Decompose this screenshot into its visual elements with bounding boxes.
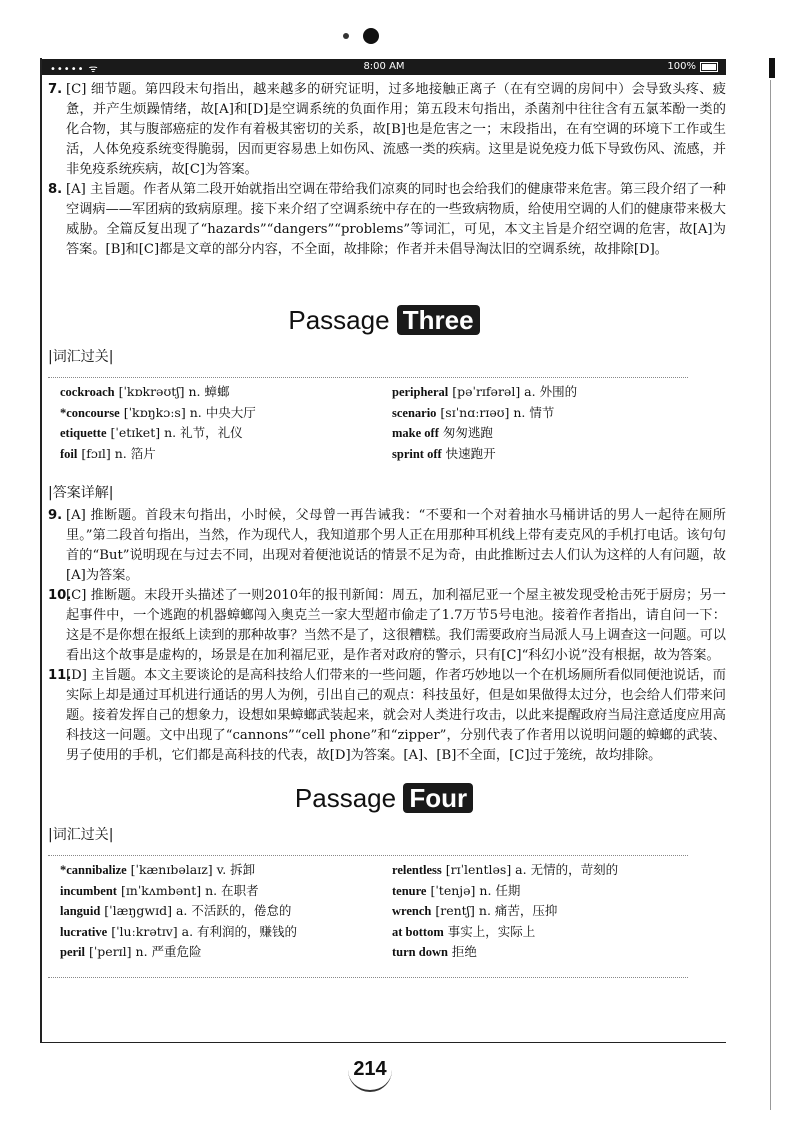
answer-number: 10. [48,588,72,603]
vocab-entry: *cannibalize [ˈkænɪbəlaɪz] v. 拆卸 [60,862,256,877]
page-right-rule [770,80,771,1110]
signal-icon: ••••• ᯤ [50,64,99,75]
vocab-heading: |词汇过关| [48,827,114,843]
vocab-entry: at bottom 事实上，实际上 [392,923,536,939]
answer-item [42,506,726,586]
passage-four-title [42,776,726,820]
vocab-entry: languid [ˈlæŋgwɪd] a. 不活跃的，倦怠的 [60,903,292,918]
answer-text: [A] 推断题。首段末句指出，小时候，父母曾一再告诫我：“不要和一个对着抽水马桶讲话的男人一起待在厕所里。”第二段首句指出，当然，作为现代人，我知道那个男人正在用那种耳机线上带有麦克风的手机打电话。该句句首的“But”说明现在与过去不同，出现对着便池说话的情景不足为奇，由此推断过去人们认为这样的人有问题，故[A]为答案。 [66,508,726,583]
vocab-heading: |词汇过关| [48,349,114,365]
answer-item [42,586,726,666]
vocab-entry: cockroach [ˈkɒkrəʊtʃ] n. 蟑螂 [60,384,230,399]
vocab-entry: peripheral [pəˈrɪfərəl] a. 外围的 [392,384,578,399]
device-camera-icon [363,28,379,44]
passage-title-highlight: Three [397,305,480,335]
page-content [42,80,726,982]
answers-heading: |答案详解| [48,485,114,501]
vocab-entry: sprint off 快速跑开 [392,445,496,461]
answer-text: [A] 主旨题。作者从第二段开始就指出空调在带给我们凉爽的同时也会给我们的健康带来危害。第三段介绍了一种空调病——军团病的致病原理。接下来介绍了空调系统中存在的一些致病物质，给使用空调的人们的健康带来极大威胁。全篇反复出现了“hazards”“dangers”“problems”等词汇，可见，本文主旨是介绍空调的危害，故[A]为答案。[B]和[C]都是文章的部分内容，不全面，故排除；作者并未倡导淘汰旧的空调系统，故排除[D]。 [66,182,726,257]
vocab-entry: incumbent [ɪnˈkʌmbənt] n. 在职者 [60,882,259,898]
answer-item [42,80,726,180]
answer-item [42,180,726,288]
vocab-entry: tenure [ˈtenjə] n. 任期 [392,882,521,898]
device-bezel-right [769,58,775,78]
answer-text: [C] 细节题。第四段末句指出，越来越多的研究证明，过多地接触正离子（在有空调的房间中）会导致头疼、疲惫，并产生烦躁情绪，故[A]和[D]是空调系统的负面作用；第五段末句指出，杀菌剂中往往含有五氯苯酚一类的化合物，其与腹部癌症的发作有着极其密切的关系，故[B]也是危害之一；末段指出，在有空调的环境下工作或生活，人体免疫系统变得脆弱，因而更容易患上如伤风、流感一类的疾病。这里是说免疫力低下导致伤风、流感，并非免疫系统疾病，故[C]为答案。 [66,82,726,177]
status-bar [42,59,726,75]
page-bottom-rule [42,1042,726,1043]
answer-item [42,666,726,766]
battery-indicator [667,61,718,72]
answer-text: [C] 推断题。末段开头描述了一则2010年的报刊新闻：周五，加利福尼亚一个屋主被发现受枪击死于厨房；另一起事件中，一个逃跑的机器蟑螂闯入奥克兰一家大型超市偷走了1.7万节5号电池。接着作者指出，请自问一下：这是不是你想在报纸上读到的那种故事？当然不是了，这很糟糕。我们需要政府当局派人马上调查这一问题。可以看出这个故事是虚构的，场景是在加利福尼亚，是作者对政府的警示，只有[C]“科幻小说”没有根据，故为答案。 [66,588,726,663]
dotted-divider [48,969,688,978]
device-speaker-dot [343,33,349,39]
passage-title-highlight: Four [403,783,473,813]
answer-number: 7. [48,82,63,97]
dotted-divider [48,847,688,856]
vocab-entry: peril [ˈperɪl] n. 严重危险 [60,944,202,959]
vocab-entry: foil [fɔɪl] n. 箔片 [60,445,156,461]
passage-title-prefix: Passage [294,783,397,813]
battery-percent: 100% [667,61,696,72]
answer-number: 9. [48,508,63,523]
vocab-entry: *concourse [ˈkɒŋkɔːs] n. 中央大厅 [60,404,256,420]
vocab-entry: etiquette [ˈetɪket] n. 礼节，礼仪 [60,425,243,440]
vocab-entry: wrench [rentʃ] n. 痛苦，压抑 [392,903,558,918]
answer-text: [D] 主旨题。本文主要谈论的是高科技给人们带来的一些问题，作者巧妙地以一个在机场厕所看似同便池说话，而实际上却是通过耳机进行通话的男人为例，引出自己的观点：科技虽好，但是如果做得太过分，也会给人们带来问题。接着发挥自己的想象力，设想如果蟑螂武装起来，就会对人类进行攻击，以此来提醒政府当局注意适度应用高科技这一问题。文中出现了“cannons”“cell phone”和“zipper”，分别代表了作者用以说明问题的蟑螂的武装、男子使用的手机，它们都是高科技的代表，故[D]为答案。[A]、[B]不全面，[C]过于笼统，故均排除。 [66,668,726,763]
answer-number: 8. [48,182,63,197]
vocab-entry: scenario [sɪˈnɑːrɪəʊ] n. 情节 [392,404,555,420]
vocab-list [60,382,726,464]
vocab-entry: relentless [rɪˈlentləs] a. 无情的，苛刻的 [392,862,619,877]
answer-number: 11. [48,668,72,683]
page-number: 214 [353,1058,387,1080]
vocab-entry: make off 匆匆逃跑 [392,425,493,440]
vocab-entry: turn down 拒绝 [392,944,477,959]
passage-title-prefix: Passage [288,305,390,335]
vocab-entry: lucrative [ˈluːkrətɪv] a. 有利润的，赚钱的 [60,923,298,939]
battery-icon [700,62,718,72]
passage-three-title [42,298,726,342]
status-time: 8:00 AM [363,61,405,72]
vocab-list [60,860,726,963]
dotted-divider [48,369,688,378]
